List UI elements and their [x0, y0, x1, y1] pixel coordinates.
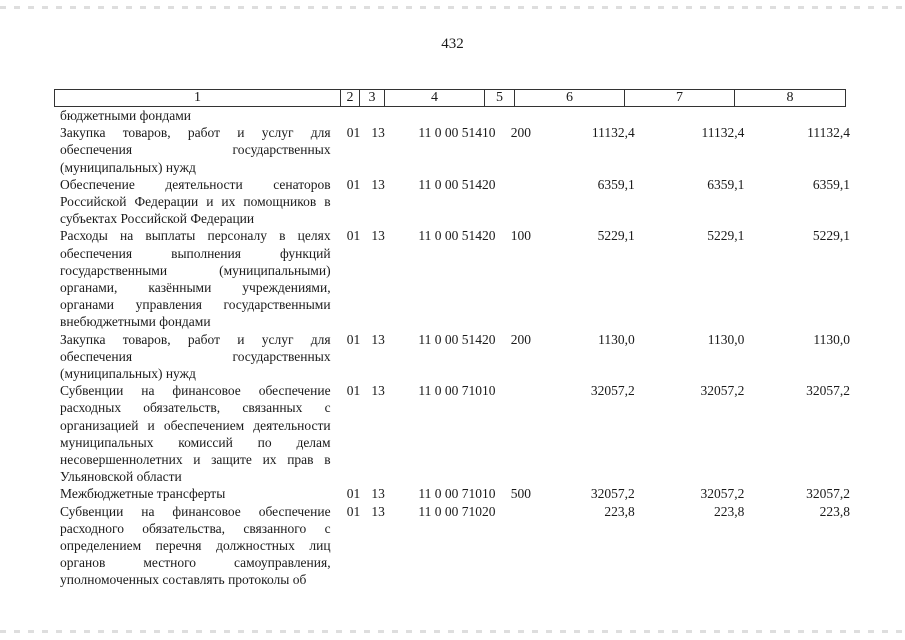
table-row [60, 503, 850, 589]
row-target: 11 0 00 51420 [418, 176, 496, 192]
table-row [60, 485, 850, 502]
header-col-5: 5 [485, 90, 515, 106]
row-value-6 [531, 107, 635, 124]
row-name: Закупка товаров, работ и услуг для обеспечения государственных (муниципальных) нужд [60, 331, 331, 382]
row-value-8: 6359,1 [812, 176, 850, 192]
row-subsection: 13 [371, 331, 385, 347]
row-section: 01 [346, 383, 361, 399]
row-target: 11 0 00 71020 [418, 503, 496, 519]
table-row [60, 124, 850, 176]
row-name: Субвенции на финансовое обеспечение расходных обязательств, связанных с организацией и обеспечением деятельности муниципальных комиссий по делам несовершеннолетних и защите их прав в Ульяновской области [60, 383, 331, 485]
row-section: 01 [346, 503, 361, 519]
row-value-6: 6359,1 [597, 176, 635, 192]
row-value-7: 6359,1 [707, 176, 745, 192]
row-target: 11 0 00 71010 [418, 383, 496, 399]
row-target: 11 0 00 51420 [418, 331, 496, 347]
header-col-2: 2 [341, 90, 360, 106]
row-name: Обеспечение деятельности сенаторов Российской Федерации и их помощников в субъектах Российской Федерации [60, 176, 331, 227]
row-subsection: 13 [371, 125, 385, 141]
row-target [385, 107, 496, 124]
table-row [60, 382, 850, 485]
row-value-7: 5229,1 [707, 228, 745, 244]
row-section: 01 [346, 176, 361, 192]
row-type [495, 176, 531, 228]
row-value-6: 11132,4 [591, 125, 635, 141]
table-row [60, 176, 850, 228]
row-value-7: 11132,4 [701, 125, 745, 141]
scan-edge-top [0, 6, 905, 9]
row-target: 11 0 00 51420 [418, 228, 496, 244]
row-value-8 [744, 107, 850, 124]
page-number: 432 [441, 36, 464, 52]
header-col-4: 4 [385, 90, 485, 106]
row-subsection: 13 [371, 383, 385, 399]
row-type [495, 503, 531, 589]
row-section: 01 [346, 228, 361, 244]
row-value-8: 1130,0 [813, 331, 850, 347]
row-name: Расходы на выплаты персоналу в целях обеспечения выполнения функций государственными (муниципальными) органами, казёнными учреждениями, органами управления государственными внебюджетными фондами [60, 228, 331, 330]
row-type: 200 [510, 125, 532, 141]
table-row [60, 331, 850, 383]
row-section: 01 [346, 331, 361, 347]
row-value-7 [635, 107, 745, 124]
row-subsection: 13 [371, 486, 385, 502]
row-value-6: 223,8 [604, 503, 635, 519]
row-type: 500 [510, 486, 532, 502]
row-target: 11 0 00 51410 [418, 125, 496, 141]
row-value-6: 5229,1 [597, 228, 635, 244]
scan-edge-bottom [0, 630, 905, 633]
row-value-8: 223,8 [819, 503, 850, 519]
row-value-7: 1130,0 [707, 331, 745, 347]
header-col-1: 1 [55, 90, 341, 106]
table-row [60, 227, 850, 330]
row-value-6: 32057,2 [590, 383, 635, 399]
row-type [495, 107, 531, 124]
row-name: бюджетными фондами [60, 108, 191, 123]
row-value-8: 32057,2 [806, 383, 850, 399]
row-name: Межбюджетные трансферты [60, 486, 226, 502]
row-type [495, 382, 531, 485]
row-target: 11 0 00 71010 [418, 486, 496, 502]
row-value-6: 1130,0 [598, 331, 635, 347]
header-col-8: 8 [786, 90, 794, 105]
header-col-6: 6 [515, 90, 625, 106]
row-name: Закупка товаров, работ и услуг для обеспечения государственных (муниципальных) нужд [60, 125, 331, 175]
row-section [331, 107, 361, 124]
row-value-8: 5229,1 [812, 228, 850, 244]
row-value-8: 11132,4 [807, 125, 850, 141]
row-subsection: 13 [371, 228, 385, 244]
table-row [60, 107, 850, 124]
header-col-3: 3 [360, 90, 385, 106]
row-type: 200 [510, 331, 532, 347]
row-section: 01 [346, 486, 361, 502]
row-value-7: 223,8 [713, 503, 745, 519]
row-type: 100 [510, 228, 532, 244]
row-name: Субвенции на финансовое обеспечение расходного обязательства, связанного с определением перечня должностных лиц органов местного самоуправления, уполномоченных составлять протоколы об [60, 503, 331, 588]
row-section: 01 [346, 125, 361, 141]
row-value-7: 32057,2 [700, 383, 745, 399]
row-subsection [360, 107, 385, 124]
row-value-6: 32057,2 [590, 486, 635, 502]
row-value-8: 32057,2 [806, 486, 850, 502]
row-subsection: 13 [371, 176, 385, 192]
row-subsection: 13 [371, 503, 385, 519]
table-body [60, 107, 850, 589]
header-col-7: 7 [625, 90, 735, 106]
table-header [54, 89, 846, 107]
row-value-7: 32057,2 [700, 486, 745, 502]
